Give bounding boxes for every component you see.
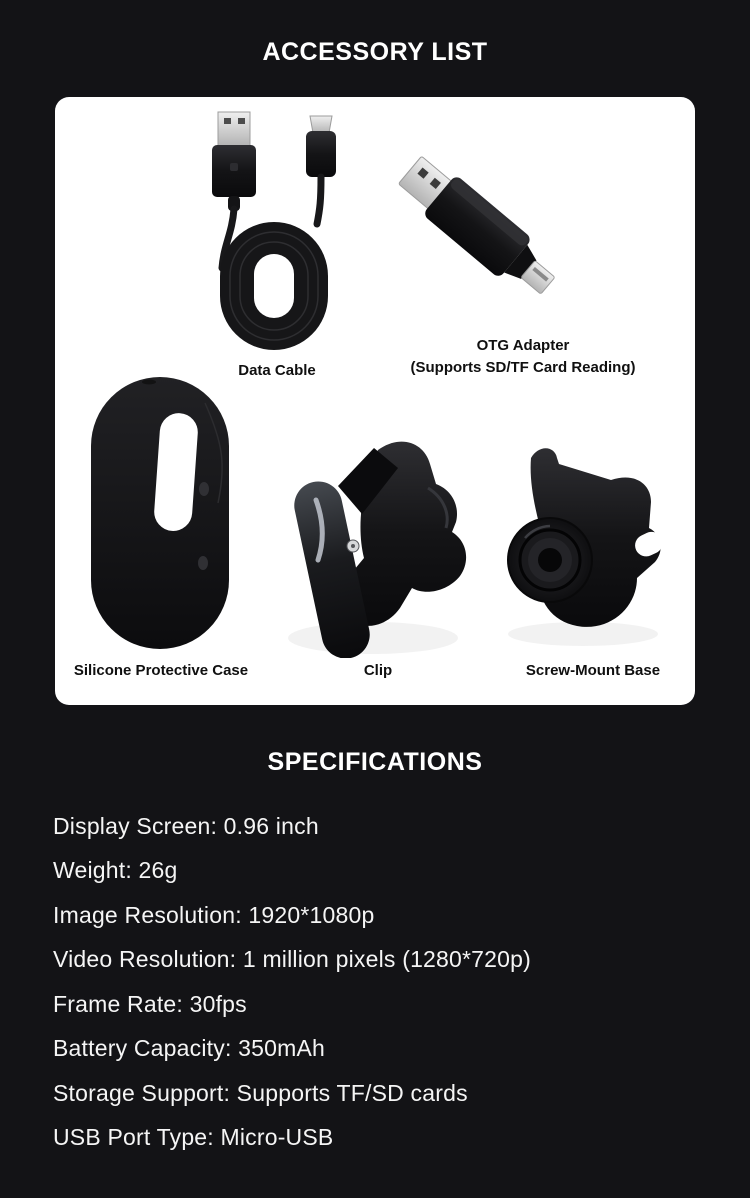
accessory-list-title: ACCESSORY LIST: [262, 38, 488, 66]
screw-mount-base-illustration: [495, 438, 670, 648]
accessory-card: [55, 97, 695, 705]
specifications-list: [53, 804, 713, 1160]
silicone-case-label: Silicone Protective Case: [73, 662, 249, 679]
specifications-title: SPECIFICATIONS: [267, 748, 483, 776]
otg-adapter-label: [353, 335, 693, 379]
spec-video-resolution: Video Resolution: 1 million pixels (1280*720p): [53, 946, 532, 973]
otg-adapter-label-line2: (Supports SD/TF Card Reading): [410, 359, 636, 376]
spec-battery-capacity: Battery Capacity: 350mAh: [53, 1035, 325, 1062]
micro-usb-plug-icon: [310, 116, 332, 133]
spec-image-resolution: Image Resolution: 1920*1080p: [53, 901, 375, 928]
spec-frame-rate: Frame Rate: 30fps: [53, 990, 247, 1017]
spec-display-screen: Display Screen: 0.96 inch: [53, 812, 319, 839]
clip-label: Clip: [363, 662, 393, 679]
silicone-case-illustration: [85, 373, 235, 653]
usb-a-plug-icon: [218, 112, 250, 146]
spec-weight: Weight: 26g: [53, 857, 178, 884]
data-cable-label: Data Cable: [238, 362, 316, 379]
spec-storage-support: Storage Support: Supports TF/SD cards: [53, 1079, 468, 1106]
otg-adapter-illustration: [395, 140, 585, 325]
clip-illustration: [278, 428, 483, 658]
screw-mount-base-label: Screw-Mount Base: [525, 662, 661, 679]
spec-usb-port-type: USB Port Type: Micro-USB: [53, 1124, 334, 1151]
otg-adapter-label-line1: OTG Adapter: [476, 337, 570, 354]
data-cable-illustration: [198, 108, 388, 363]
